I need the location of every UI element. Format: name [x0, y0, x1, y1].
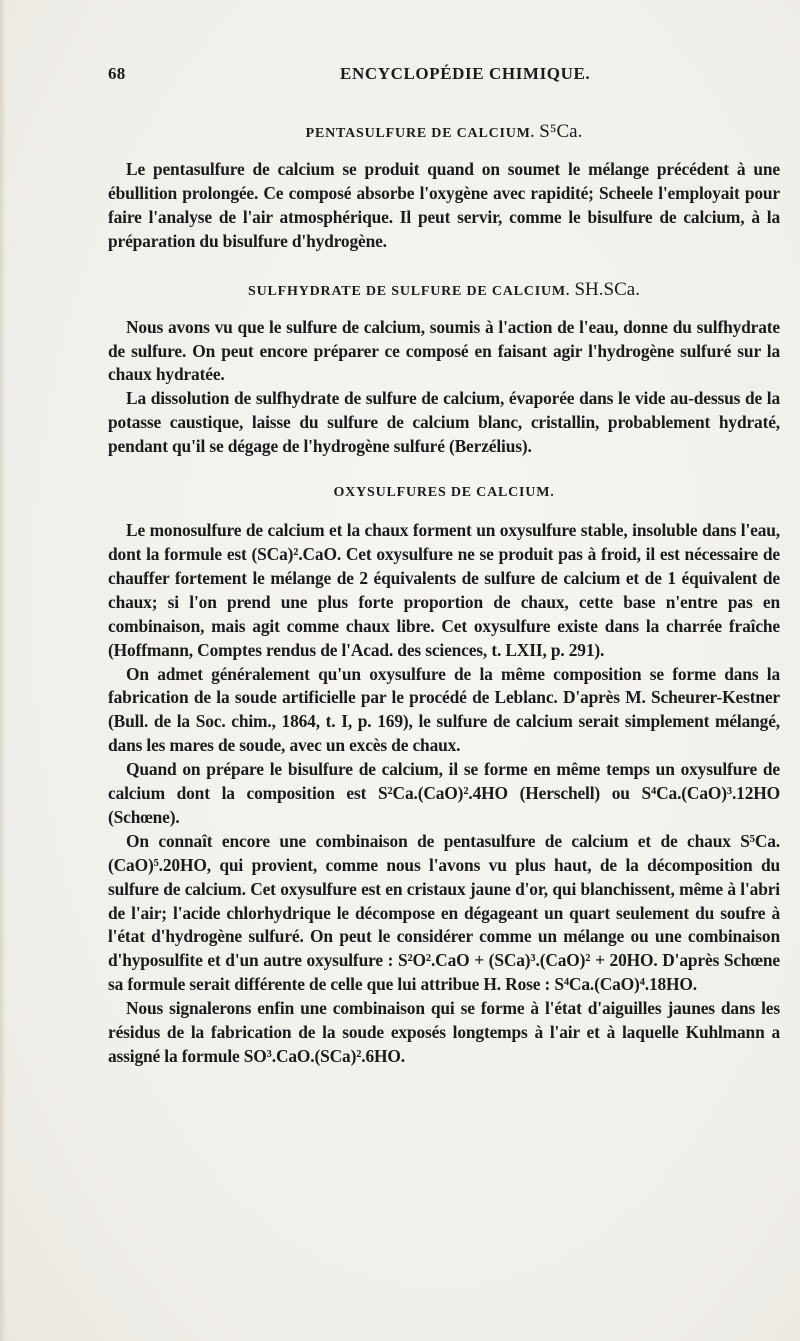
section-title-pentasulfure — [108, 118, 780, 158]
section-title-text: PENTASULFURE DE CALCIUM. — [305, 126, 535, 141]
paragraph: Quand on prépare le bisulfure de calcium, il se forme en même temps un oxysulfure de calcium dont la composition est S²Ca.(CaO)².4HO (Herschell) ou S⁴Ca.(CaO)³.12HO (Schœne). — [108, 759, 780, 827]
page-header — [108, 64, 778, 88]
section-title-text: SULFHYDRATE DE SULFURE DE CALCIUM. — [248, 283, 571, 299]
paragraph: On admet généralement qu'un oxysulfure de la même composition se forme dans la fabrication de la soude artificielle par le procédé de Leblanc. D'après M. Scheurer-Kestner (Bull. de la Soc. chim., 1864, t. I, p. 169), le sulfure de calcium serait simplement mélangé, dans les mares de soude, avec un excès de chaux. — [108, 663, 780, 756]
section-formula: SH.SCa. — [574, 278, 640, 300]
paragraph: Le pentasulfure de calcium se produit quand on soumet le mélange précédent à une ébullition prolongée. Ce composé absorbe l'oxygène avec rapidité; Scheele l'employait pour faire l'analyse de l'air atmosphérique. Il peut servir, comme le bisulfure de calcium, à la préparation du bisulfure d'hydrogène. — [108, 159, 780, 251]
paragraph: On connaît encore une combinaison de pentasulfure de calcium et de chaux S⁵Ca.(CaO)⁵.20HO, qui provient, comme nous l'avons vu plus haut, de la décomposition du sulfure de calcium. Cet oxysulfure est en cristaux jaune d'or, qui blanchissent, même à l'abri de l'air; l'acide chlorhydrique le décompose en dégageant un quart seulement du soufre à l'état d'hydrogène sulfuré. On peut le considérer comme un mélange ou une combinaison d'hyposulfite et d'un autre oxysulfure : S²O².CaO + (SCa)³.(CaO)² + 20HO. D'après Schœne sa formule serait différente de celle que lui attribue H. Rose : S⁴Ca.(CaO)⁴.18HO. — [108, 830, 780, 995]
page-number: 68 — [108, 64, 126, 83]
page-edge-shadow — [0, 0, 6, 1341]
section-title-text: OXYSULFURES DE CALCIUM. — [333, 485, 555, 501]
running-title: ENCYCLOPÉDIE CHIMIQUE. — [340, 64, 591, 83]
paragraph: Nous avons vu que le sulfure de calcium, soumis à l'action de l'eau, donne du sulfhydrate de sulfure. On peut encore préparer ce composé en faisant agir l'hydrogène sulfuré sur la chaux hydratée. — [108, 316, 780, 385]
section-title-sulfhydrate — [108, 276, 780, 316]
paragraph: La dissolution de sulfhydrate de sulfure de calcium, évaporée dans le vide au-dessus de la potasse caustique, laisse du sulfure de calcium blanc, cristallin, probablement hydraté, pendant qu'il se dégage de l'hydrogène sulfuré (Berzélius). — [108, 388, 780, 457]
section-title-oxysulfures — [108, 479, 780, 519]
paragraph: Le monosulfure de calcium et la chaux forment un oxysulfure stable, insoluble dans l'eau, dont la formule est (SCa)².CaO. Cet oxysulfure ne se produit pas à froid, il est nécessaire de chauffer fortement le mélange de 2 équivalents de sulfure de calcium et de 1 équivalent de chaux; si l'on prend une plus forte proportion de chaux, cette base n'entre pas en combinaison, mais agit comme chaux libre. Cet oxysulfure existe dans la charrée fraîche (Hoffmann, Comptes rendus de l'Acad. des sciences, t. LXII, p. 291). — [108, 520, 780, 660]
section-formula: S⁵Ca. — [539, 121, 583, 142]
text-block — [108, 118, 780, 1069]
paragraph: Nous signalerons enfin une combinaison qui se forme à l'état d'aiguilles jaunes dans les résidus de la fabrication de la soude exposés longtemps à l'air et à laquelle Kuhlmann a assigné la formule SO³.CaO.(SCa)².6HO. — [108, 998, 780, 1066]
